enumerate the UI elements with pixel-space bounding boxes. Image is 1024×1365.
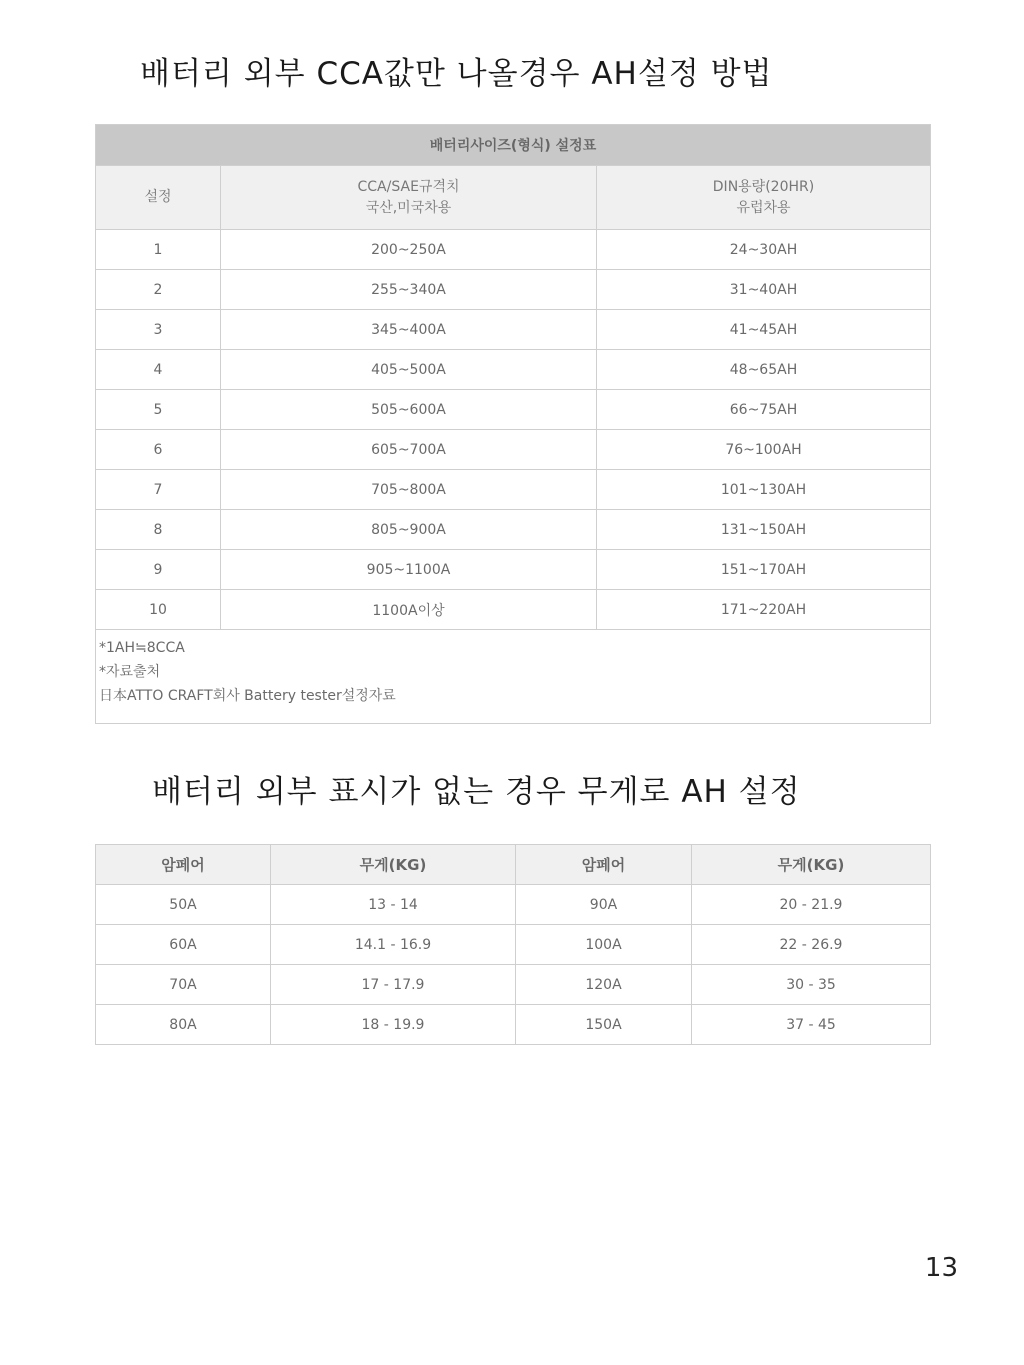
cell-cca: 345~400A: [221, 310, 597, 350]
column-header-din: [597, 166, 931, 230]
cell-weight: 17 - 17.9: [271, 965, 516, 1005]
cell-cca: 1100A이상: [221, 590, 597, 630]
column-header-cca-line2: 국산,미국차용: [365, 199, 452, 216]
cell-amp: 60A: [96, 925, 271, 965]
column-header-weight: 무게(KG): [692, 845, 931, 885]
cell-din: 171~220AH: [597, 590, 931, 630]
cell-weight: 22 - 26.9: [692, 925, 931, 965]
cell-setting: 3: [96, 310, 221, 350]
table-row: [96, 925, 931, 965]
cell-setting: 4: [96, 350, 221, 390]
cell-cca: 505~600A: [221, 390, 597, 430]
table-row: [96, 390, 931, 430]
table-row: [96, 965, 931, 1005]
cell-setting: 5: [96, 390, 221, 430]
table-row: [96, 510, 931, 550]
table-row: [96, 230, 931, 270]
table-row: [96, 350, 931, 390]
cell-cca: 605~700A: [221, 430, 597, 470]
note-line: *1AH≒8CCA: [99, 640, 185, 656]
table-row: [96, 590, 931, 630]
cell-amp: 70A: [96, 965, 271, 1005]
cell-cca: 255~340A: [221, 270, 597, 310]
cell-weight: 14.1 - 16.9: [271, 925, 516, 965]
note-line: *자료출처: [99, 664, 161, 680]
column-header-cca: [221, 166, 597, 230]
column-header-amp: 암페어: [96, 845, 271, 885]
table-title-row: [96, 125, 931, 166]
cell-amp: 150A: [516, 1005, 692, 1045]
cell-din: 48~65AH: [597, 350, 931, 390]
page-heading-weight: 배터리 외부 표시가 없는 경우 무게로 AH 설정: [152, 774, 801, 810]
cell-din: 41~45AH: [597, 310, 931, 350]
cell-setting: 10: [96, 590, 221, 630]
table-row: [96, 885, 931, 925]
cell-din: 24~30AH: [597, 230, 931, 270]
table-notes-row: [96, 630, 931, 724]
cell-cca: 905~1100A: [221, 550, 597, 590]
note-line: 日本ATTO CRAFT회사 Battery tester설정자료: [99, 688, 396, 704]
table-notes: [96, 630, 931, 724]
cell-din: 76~100AH: [597, 430, 931, 470]
page-number: 13: [924, 1253, 958, 1283]
cell-cca: 705~800A: [221, 470, 597, 510]
cell-din: 31~40AH: [597, 270, 931, 310]
cell-amp: 50A: [96, 885, 271, 925]
cell-setting: 2: [96, 270, 221, 310]
cell-setting: 9: [96, 550, 221, 590]
cell-weight: 13 - 14: [271, 885, 516, 925]
table-row: [96, 270, 931, 310]
cell-setting: 1: [96, 230, 221, 270]
cell-din: 151~170AH: [597, 550, 931, 590]
cell-amp: 80A: [96, 1005, 271, 1045]
cell-weight: 37 - 45: [692, 1005, 931, 1045]
cell-din: 131~150AH: [597, 510, 931, 550]
cell-amp: 90A: [516, 885, 692, 925]
table-title: 배터리사이즈(형식) 설정표: [96, 125, 931, 166]
cell-cca: 200~250A: [221, 230, 597, 270]
cell-amp: 100A: [516, 925, 692, 965]
column-header-amp: 암페어: [516, 845, 692, 885]
table-row: [96, 470, 931, 510]
weight-ah-table: [95, 844, 931, 1045]
cell-weight: 18 - 19.9: [271, 1005, 516, 1045]
cell-setting: 6: [96, 430, 221, 470]
page-heading-cca: 배터리 외부 CCA값만 나올경우 AH설정 방법: [140, 56, 773, 92]
battery-size-table: [95, 124, 931, 724]
cell-setting: 8: [96, 510, 221, 550]
table-row: [96, 310, 931, 350]
cell-weight: 20 - 21.9: [692, 885, 931, 925]
table-header-row: [96, 166, 931, 230]
table-row: [96, 430, 931, 470]
cell-cca: 805~900A: [221, 510, 597, 550]
table-row: [96, 550, 931, 590]
cell-din: 101~130AH: [597, 470, 931, 510]
column-header-din-line1: DIN용량(20HR): [712, 178, 815, 195]
column-header-din-line2: 유럽차용: [736, 199, 791, 216]
table-header-row: [96, 845, 931, 885]
column-header-setting: 설정: [96, 166, 221, 230]
column-header-cca-line1: CCA/SAE규격치: [357, 178, 460, 195]
cell-din: 66~75AH: [597, 390, 931, 430]
cell-weight: 30 - 35: [692, 965, 931, 1005]
column-header-weight: 무게(KG): [271, 845, 516, 885]
cell-setting: 7: [96, 470, 221, 510]
cell-cca: 405~500A: [221, 350, 597, 390]
table-row: [96, 1005, 931, 1045]
cell-amp: 120A: [516, 965, 692, 1005]
